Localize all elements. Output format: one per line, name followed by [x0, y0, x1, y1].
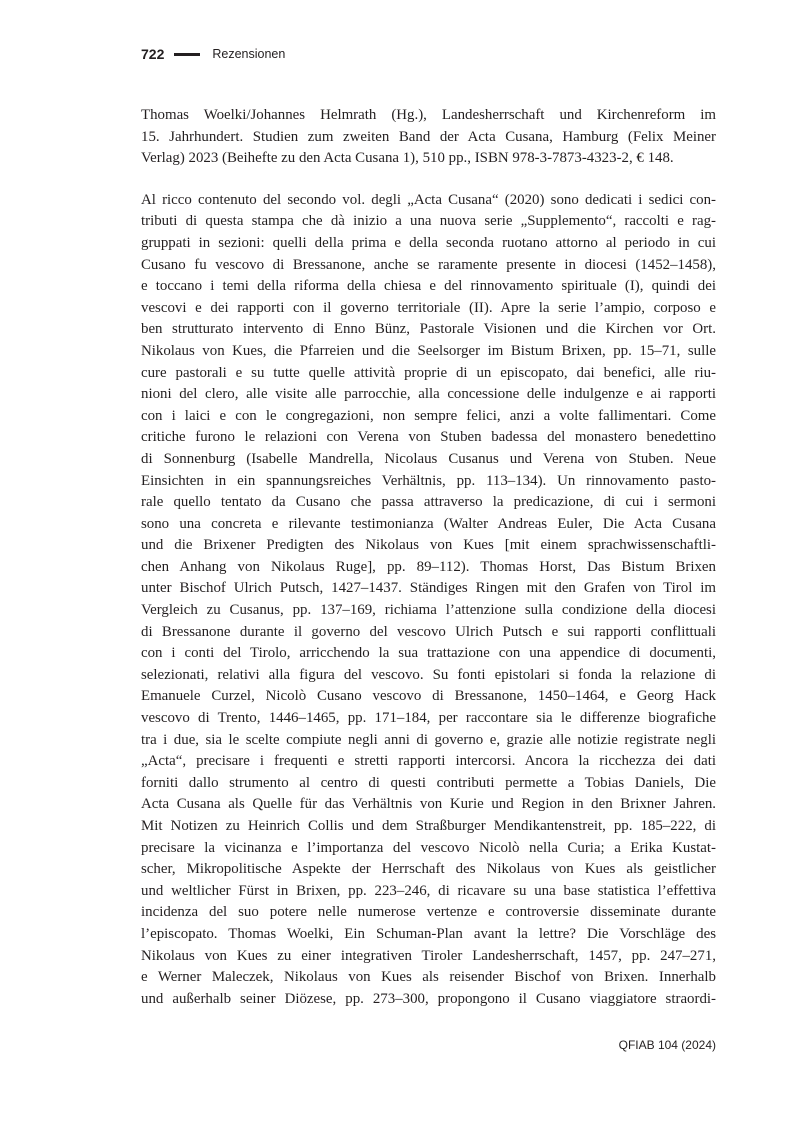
body-line: vescovi e dei rapporti con il governo territoriale (II). Apre la serie l’ampio, corposo e: [141, 299, 716, 316]
body-line: chen Anhang von Nikolaus Ruge], pp. 89–112). Thomas Horst, Das Bistum Brixen: [141, 558, 716, 575]
citation-line: Thomas Woelki/Johannes Helmrath (Hg.), Landesherrschaft und Kirchenreform im: [141, 107, 716, 123]
body-line: Nikolaus von Kues, die Pfarreien und die Seelsorger im Bistum Brixen, pp. 15–71, sulle: [141, 342, 716, 359]
body-line: und außerhalb seiner Diözese, pp. 273–300, propongono il Cusano viaggiatore straordi-: [141, 990, 716, 1007]
body-line: scher, Mikropolitische Aspekte der Herrschaft des Nikolaus von Kues als geistlicher: [141, 861, 716, 878]
body-line: vescovo di Trento, 1446–1465, pp. 171–184, per raccontare sia le differenze biografiche: [141, 710, 716, 727]
body-line: Nikolaus von Kues zu einer integrativen Tiroler Landesherrschaft, 1457, pp. 247–271,: [141, 947, 716, 964]
body-line: Acta Cusana als Quelle für das Verhältnis von Kurie und Region in den Brixner Jahren.: [141, 796, 716, 813]
body-line: forniti dallo strumento al centro di questi contributi permette a Tobias Daniels, Die: [141, 774, 716, 791]
body-paragraph: [141, 190, 716, 1011]
body-line: tra i due, sia le scelte compiute negli anni di governo e, grazie alle notizie registrate negli: [141, 731, 716, 748]
body-line: di Bressanone durante il governo del vescovo Ulrich Putsch e sui rapporti conflittuali: [141, 623, 716, 640]
header-rule: [174, 53, 200, 56]
body-line: selezionati, relativi alla figura del vescovo. Su fonti epistolari si fonda la relazione di: [141, 666, 716, 683]
page-number: 722: [141, 46, 165, 62]
paragraph-gap: [141, 170, 716, 190]
citation-line: 15. Jahrhundert. Studien zum zweiten Band der Acta Cusana, Hamburg (Felix Meiner: [141, 128, 716, 145]
body-line: l’episcopato. Thomas Woelki, Ein Schuman-Plan avant la lettre? Die Vorschläge des: [141, 925, 716, 942]
page-header: [141, 44, 285, 64]
body-line: tributi di questa stampa che dà inizio a una nuova serie „Supplemento“, raccolti e rag-: [141, 213, 716, 230]
body-line: unter Bischof Ulrich Putsch, 1427–1437. Ständiges Ringen mit den Grafen von Tirol im: [141, 580, 716, 597]
body-line: Einsichten in ein spannungsreiches Verhältnis, pp. 113–134). Un rinnovamento pasto-: [141, 472, 716, 489]
citation-line: Verlag) 2023 (Beihefte zu den Acta Cusana 1), 510 pp., ISBN 978-3-7873-4323-2, € 148.: [141, 150, 674, 167]
body-line: Emanuele Curzel, Nicolò Cusano vescovo di Bressanone, 1450–1464, e Georg Hack: [141, 688, 716, 705]
body-line: rale quello tentato da Cusano che passa attraverso la predicazione, di cui i sermoni: [141, 494, 716, 511]
body-line: precisare la vicinanza e l’importanza del vescovo Nicolò nella Curia; a Erika Kustat-: [141, 839, 716, 856]
body-line: di Sonnenburg (Isabelle Mandrella, Nicolaus Cusanus und Verena von Stuben. Neue: [141, 450, 716, 467]
body-line: gruppati in sezioni: quelli della prima e della seconda ruotano attorno al periodo in cui: [141, 234, 716, 251]
body-line: und weltlicher Fürst in Brixen, pp. 223–246, di ricavare su una base statistica l’effettiva: [141, 882, 716, 899]
review-text: [141, 105, 716, 1010]
body-line: ben strutturato intervento di Enno Bünz, Pastorale Visionen und die Kirchen vor Ort.: [141, 321, 716, 338]
citation: [141, 105, 716, 170]
body-line: e Werner Maleczek, Nikolaus von Kues als reisender Bischof von Brixen. Innerhalb: [141, 969, 716, 986]
body-line: Cusano fu vescovo di Bressanone, anche se raramente presente in diocesi (1452–1458),: [141, 256, 716, 273]
body-line: „Acta“, precisare i frequenti e stretti rapporti intercorsi. Ancora la ricchezza dei dati: [141, 753, 716, 770]
body-line: con i laici e con le congregazioni, non sempre felici, anzi a volte fallimentari. Come: [141, 407, 716, 424]
body-line: cure pastorali e su tutte quelle attività proprie di un episcopato, dai benefici, alle riu-: [141, 364, 716, 381]
body-line: incidenza del suo potere nelle numerose vertenze e controversie disseminate durante: [141, 904, 716, 921]
body-line: con i conti del Tirolo, arricchendo la sua trattazione con una appendice di documenti,: [141, 645, 716, 662]
body-line: e toccano i temi della riforma della chiesa e del rinnovamento spirituale (I), quindi dei: [141, 278, 716, 295]
body-line: Vergleich zu Cusanus, pp. 137–169, richiama l’attenzione sulla condizione della diocesi: [141, 602, 716, 619]
body-line: und die Brixener Predigten des Nikolaus von Kues [mit einem sprachwissenschaftli-: [141, 537, 716, 554]
body-line: sono una concreta e rilevante testimonianza (Walter Andreas Euler, Die Acta Cusana: [141, 515, 716, 532]
journal-footer: QFIAB 104 (2024): [618, 1038, 716, 1052]
body-line: nioni del clero, alle visite alle parrocchie, alla concessione delle indulgenze e ai rapporti: [141, 386, 716, 403]
body-line: Al ricco contenuto del secondo vol. degli „Acta Cusana“ (2020) sono dedicati i sedici con-: [141, 191, 716, 208]
body-line: critiche furono le relazioni con Verena von Stuben badessa del monastero benedettino: [141, 429, 716, 446]
body-line: Mit Notizen zu Heinrich Collis und dem Straßburger Mendikantenstreit, pp. 185–222, di: [141, 818, 716, 834]
running-head: Rezensionen: [212, 47, 286, 61]
